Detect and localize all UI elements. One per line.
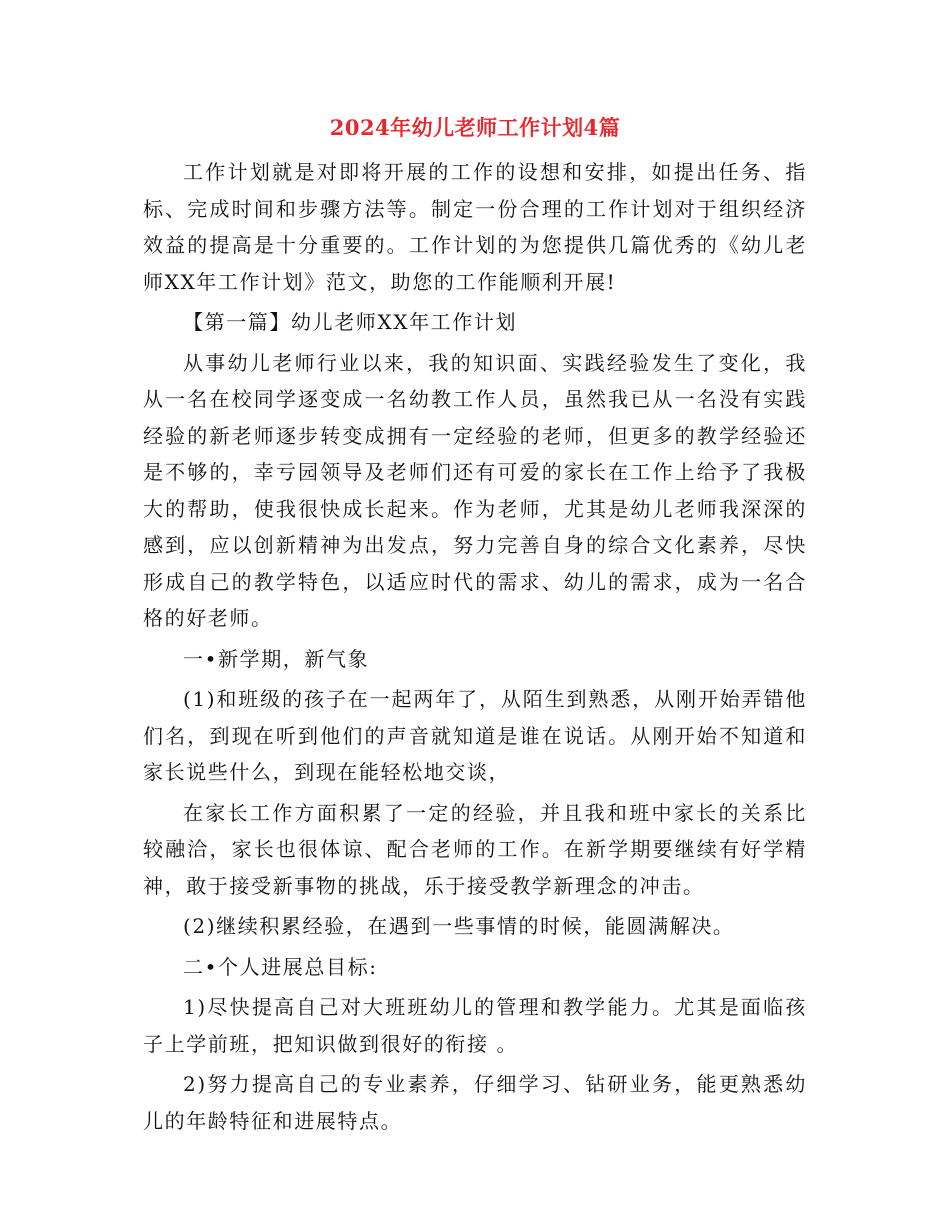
paragraph-goal-1: 1)尽快提高自己对大班班幼儿的管理和教学能力。尤其是面临孩子上学前班，把知识做到很好的衔接 。 <box>143 995 807 1056</box>
section-heading-goals: 二•个人进展总目标: <box>183 954 378 979</box>
paragraph-item-1: (1)和班级的孩子在一起两年了，从陌生到熟悉，从刚开始弄错他们名，到现在听到他们的声音就知道是谁在说话。从刚开始不知道和家长说些什么，到现在能轻松地交谈， <box>143 687 807 784</box>
section-heading-new-semester: 一•新学期，新气象 <box>183 646 370 671</box>
section-heading-first: 【第一篇】幼儿老师XX年工作计划 <box>183 310 518 334</box>
paragraph-goal-2: 2)努力提高自己的专业素养，仔细学习、钻研业务，能更熟悉幼儿的年龄特征和进展特点。 <box>143 1072 807 1133</box>
document-body <box>143 154 807 1143</box>
paragraph-experience: 从事幼儿老师行业以来，我的知识面、实践经验发生了变化，我从一名在校同学逐变成一名幼教工作人员，虽然我已从一名没有实践经验的新老师逐步转变成拥有一定经验的老师，但更多的教学经验还是不够的，幸亏园领导及老师们还有可爱的家长在工作上给予了我极大的帮助，使我很快成长起来。作为老师，尤其是幼儿老师我深深的感到，应以创新精神为出发点，努力完善自身的综合文化素养，尽快形成自己的教学特色，以适应时代的需求、幼儿的需求，成为一名合格的好老师。 <box>143 350 807 630</box>
paragraph-item-2: (2)继续积累经验，在遇到一些事情的时候，能圆满解决。 <box>183 914 735 938</box>
document-title: 2024年幼儿老师工作计划4篇 <box>329 115 621 140</box>
paragraph-parent-work: 在家长工作方面积累了一定的经验，并且我和班中家长的关系比较融洽，家长也很体谅、配合老师的工作。在新学期要继续有好学精神，敢于接受新事物的挑战，乐于接受教学新理念的冲击。 <box>143 800 807 898</box>
paragraph-intro: 工作计划就是对即将开展的工作的设想和安排，如提出任务、指标、完成时间和步骤方法等。制定一份合理的工作计划对于组织经济效益的提高是十分重要的。工作计划的为您提供几篇优秀的《幼儿老师XX年工作计划》范文，助您的工作能顺利开展! <box>143 160 807 294</box>
